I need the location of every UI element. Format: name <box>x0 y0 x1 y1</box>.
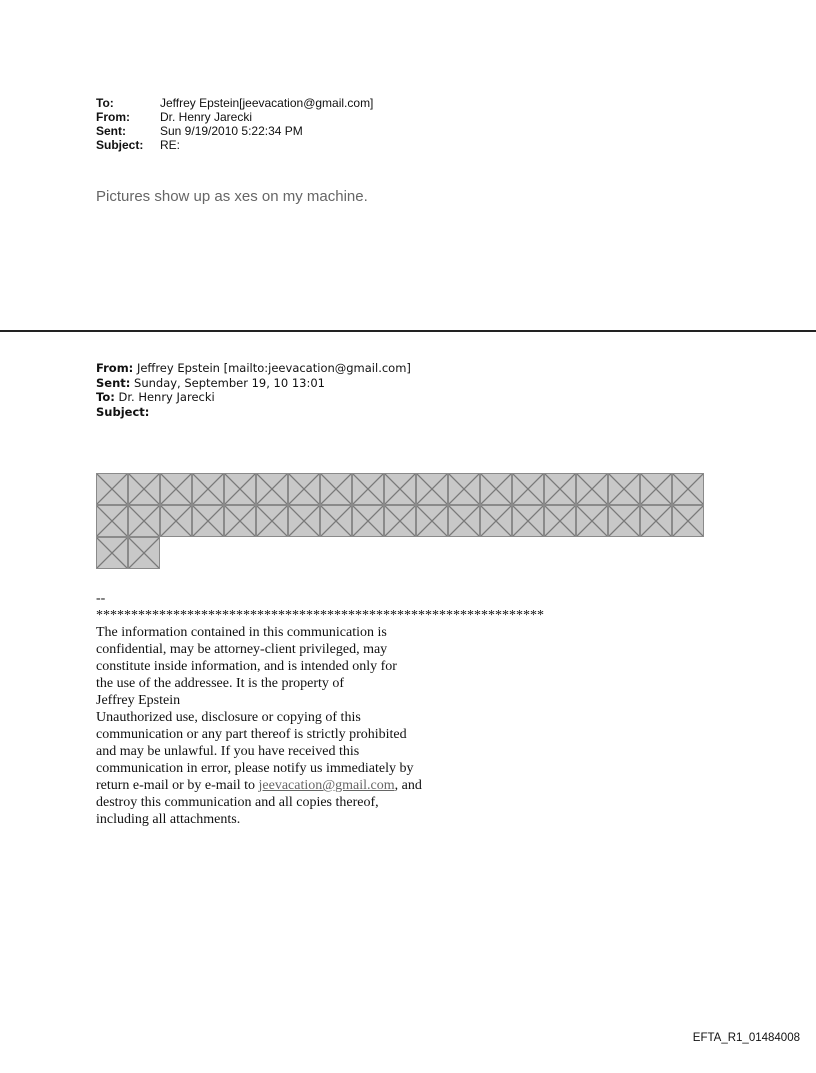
broken-image-placeholder <box>192 473 224 505</box>
disclaimer-return-line <box>96 777 616 794</box>
broken-image-placeholder <box>384 473 416 505</box>
broken-image-placeholder <box>608 473 640 505</box>
broken-image-placeholder <box>512 505 544 537</box>
broken-image-placeholder <box>96 473 128 505</box>
forwarded-sent-row <box>96 376 411 391</box>
from-value: Dr. Henry Jarecki <box>160 110 253 124</box>
to-value: Jeffrey Epstein[jeevacation@gmail.com] <box>160 96 374 110</box>
broken-image-placeholder <box>160 505 192 537</box>
broken-image-placeholder <box>352 473 384 505</box>
disclaimer-line: including all attachments. <box>96 812 241 827</box>
broken-image-placeholder <box>256 473 288 505</box>
forwarded-to-label: To: <box>96 390 115 404</box>
header-to-row <box>96 96 373 110</box>
reply-body-text: Pictures show up as xes on my machine. <box>96 188 368 205</box>
broken-image-placeholder <box>448 505 480 537</box>
sent-label: Sent: <box>96 124 126 138</box>
forwarded-header <box>96 361 411 419</box>
subject-label: Subject: <box>96 138 144 152</box>
disclaimer-line: destroy this communication and all copies thereof, <box>96 795 379 810</box>
disclaimer-line: Jeffrey Epstein <box>96 693 181 708</box>
divider-line <box>0 330 816 332</box>
broken-image-placeholder <box>544 505 576 537</box>
return-prefix: return e-mail or by e-mail to <box>96 778 259 793</box>
confidentiality-disclaimer <box>96 590 616 828</box>
broken-image-placeholder <box>608 505 640 537</box>
forwarded-subject-row <box>96 405 411 420</box>
header-from-row <box>96 110 373 124</box>
disclaimer-line: and may be unlawful. If you have received this <box>96 744 360 759</box>
disclaimer-line: constitute inside information, and is intended only for <box>96 659 397 674</box>
disclaimer-line: confidential, may be attorney-client privileged, may <box>96 642 388 657</box>
broken-image-placeholder <box>224 505 256 537</box>
broken-image-placeholder <box>576 473 608 505</box>
broken-image-placeholder <box>288 505 320 537</box>
broken-image-placeholder <box>480 505 512 537</box>
broken-image-placeholder <box>256 505 288 537</box>
disclaimer-line: the use of the addressee. It is the property of <box>96 676 345 691</box>
subject-value: RE: <box>160 138 181 152</box>
disclaimer-line: The information contained in this communication is <box>96 625 387 640</box>
to-label: To: <box>96 96 114 110</box>
email-link[interactable]: jeevacation@gmail.com <box>258 778 395 793</box>
broken-image-placeholder <box>352 505 384 537</box>
header-sent-row <box>96 124 373 138</box>
forwarded-from-value: Jeffrey Epstein [mailto:jeevacation@gmail.com] <box>136 361 411 375</box>
asterisk-separator: **************************************************************** <box>96 608 544 623</box>
forwarded-from-row <box>96 361 411 376</box>
forwarded-sent-value: Sunday, September 19, 10 13:01 <box>134 375 325 390</box>
broken-image-placeholder <box>128 537 160 569</box>
broken-image-placeholder <box>672 505 704 537</box>
broken-image-placeholder <box>384 505 416 537</box>
broken-image-placeholder <box>416 473 448 505</box>
disclaimer-line: Unauthorized use, disclosure or copying of this <box>96 710 361 725</box>
broken-image-placeholder <box>480 473 512 505</box>
broken-image-placeholder <box>128 505 160 537</box>
broken-image-placeholder <box>288 473 320 505</box>
broken-image-placeholder <box>224 473 256 505</box>
broken-image-grid <box>96 473 704 569</box>
sent-value: Sun 9/19/2010 5:22:34 PM <box>160 124 303 138</box>
disclaimer-line: communication in error, please notify us immediately by <box>96 761 414 776</box>
broken-image-placeholder <box>640 473 672 505</box>
email-header <box>96 96 373 152</box>
broken-image-placeholder <box>320 505 352 537</box>
broken-image-placeholder <box>576 505 608 537</box>
broken-image-placeholder <box>640 505 672 537</box>
broken-image-placeholder <box>192 505 224 537</box>
broken-image-placeholder <box>512 473 544 505</box>
forwarded-subject-label: Subject: <box>96 404 150 419</box>
broken-image-placeholder <box>416 505 448 537</box>
broken-image-placeholder <box>128 473 160 505</box>
broken-image-placeholder <box>544 473 576 505</box>
broken-image-placeholder <box>96 537 128 569</box>
forwarded-to-row <box>96 390 411 405</box>
header-subject-row <box>96 138 373 152</box>
bates-number: EFTA_R1_01484008 <box>692 1032 800 1044</box>
broken-image-placeholder <box>96 505 128 537</box>
broken-image-placeholder <box>160 473 192 505</box>
from-label: From: <box>96 110 130 124</box>
broken-image-placeholder <box>448 473 480 505</box>
broken-image-placeholder <box>320 473 352 505</box>
disclaimer-line: communication or any part thereof is strictly prohibited <box>96 727 407 742</box>
broken-image-placeholder <box>672 473 704 505</box>
forwarded-from-label: From: <box>96 361 134 375</box>
signature-dashes: -- <box>96 591 106 606</box>
forwarded-to-value: Dr. Henry Jarecki <box>118 390 215 404</box>
forwarded-sent-label: Sent: <box>96 375 131 390</box>
return-suffix: , and <box>394 778 422 793</box>
